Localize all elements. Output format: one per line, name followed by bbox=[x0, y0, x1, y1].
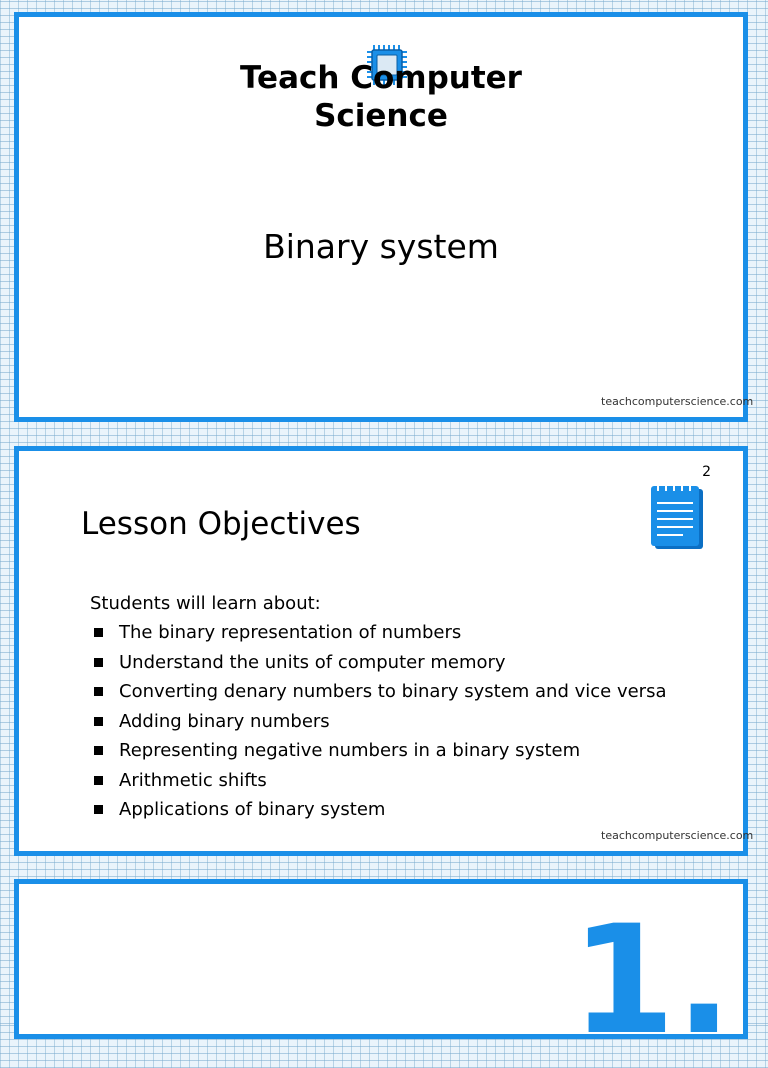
list-item bbox=[90, 769, 670, 792]
list-item bbox=[90, 798, 670, 821]
list-item-text: The binary representation of numbers bbox=[119, 622, 462, 643]
list-item bbox=[90, 621, 670, 644]
list-item-text: Representing negative numbers in a binary system bbox=[119, 740, 581, 761]
page-number: 2 bbox=[702, 464, 711, 480]
list-item-text: Converting denary numbers to binary system and vice versa bbox=[119, 681, 667, 702]
section-slide bbox=[14, 879, 748, 1068]
footer-url-text: teachcomputerscience.com bbox=[601, 395, 754, 408]
list-item-text: Adding binary numbers bbox=[119, 710, 330, 732]
list-item-text: Arithmetic shifts bbox=[119, 769, 267, 791]
intro-text: Students will learn about: bbox=[90, 593, 321, 614]
footer-url bbox=[597, 828, 754, 843]
slide-heading: Lesson Objectives bbox=[81, 506, 361, 542]
notepad-icon bbox=[649, 481, 705, 551]
objectives-slide bbox=[14, 446, 754, 856]
brand-title: Teach Computer Science bbox=[240, 60, 522, 134]
objectives-list bbox=[90, 621, 670, 828]
footer-url bbox=[597, 394, 754, 409]
footer-url-text: teachcomputerscience.com bbox=[601, 829, 754, 842]
bullet-icon bbox=[94, 658, 103, 667]
bullet-icon bbox=[94, 746, 103, 755]
bullet-icon bbox=[94, 805, 103, 814]
list-item bbox=[90, 739, 670, 762]
title-slide bbox=[14, 12, 754, 422]
bullet-icon bbox=[94, 776, 103, 785]
list-item bbox=[90, 710, 670, 733]
bullet-icon bbox=[94, 687, 103, 696]
section-number: 1. bbox=[571, 894, 733, 1068]
list-item bbox=[90, 680, 670, 703]
bullet-icon bbox=[94, 628, 103, 637]
list-item-text: Understand the units of computer memory bbox=[119, 651, 506, 673]
deck-title: Binary system bbox=[263, 227, 499, 266]
list-item-text: Applications of binary system bbox=[119, 799, 386, 820]
bullet-icon bbox=[94, 717, 103, 726]
list-item bbox=[90, 651, 670, 674]
